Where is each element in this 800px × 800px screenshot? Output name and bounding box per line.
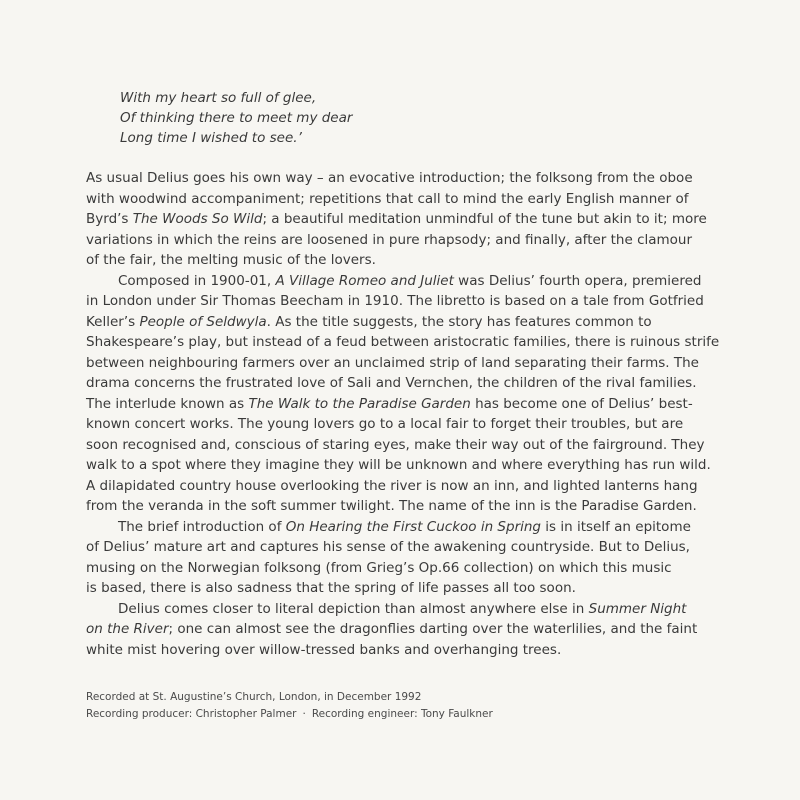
text-line <box>86 455 726 476</box>
text-run: Shakespeare’s play, but instead of a feud between aristocratic families, there is ruinous strife <box>86 334 720 350</box>
text-run: Byrd’s <box>86 211 133 227</box>
text-run: musing on the Norwegian folksong (from Grieg’s Op.66 collection) on which this music <box>86 559 672 576</box>
text-line <box>86 230 726 251</box>
text-line <box>86 312 726 333</box>
text-run: Delius comes closer to literal depiction than almost anywhere else in <box>118 600 589 617</box>
text-line <box>86 373 726 394</box>
text-run: . As the title suggests, the story has features common to <box>266 313 652 330</box>
text-line <box>86 414 726 435</box>
text-line <box>86 250 726 271</box>
text-line <box>86 435 726 456</box>
recording-producer: Recording producer: Christopher Palmer <box>86 708 297 720</box>
text-run: with woodwind accompaniment; repetitions that call to mind the early English manner of <box>86 190 689 207</box>
recording-credits <box>86 689 493 723</box>
paragraph <box>86 271 726 517</box>
text-line <box>86 394 726 415</box>
text-run: A dilapidated country house overlooking the river is now an inn, and lighted lanterns hang <box>86 477 698 494</box>
text-run: was Delius’ fourth opera, premiered <box>453 272 702 289</box>
credit-separator: · <box>302 708 306 720</box>
paragraph <box>86 599 726 661</box>
italic-title: on the River <box>86 621 169 637</box>
text-line <box>86 558 726 579</box>
italic-title: Summer Night <box>588 600 687 617</box>
recording-staff <box>86 706 493 723</box>
paragraph <box>86 517 726 599</box>
italic-title: People of Seldwyla <box>139 313 267 330</box>
text-run: walk to a spot where they imagine they will be unknown and where everything has run wild. <box>86 457 711 473</box>
text-line <box>86 209 726 230</box>
italic-title: The Walk to the Paradise Garden <box>248 395 471 412</box>
italic-title: A Village Romeo and Juliet <box>275 272 454 289</box>
text-run: of Delius’ mature art and captures his sense of the awakening countryside. But to Delius, <box>86 539 690 555</box>
text-run: is based, there is also sadness that the spring of life passes all too soon. <box>86 580 576 596</box>
text-run: known concert works. The young lovers go to a local fair to forget their troubles, but are <box>86 416 684 432</box>
text-run: is in itself an epitome <box>541 518 691 535</box>
text-run: ; a beautiful meditation unmindful of the tune but akin to it; more <box>262 211 707 227</box>
text-run: has become one of Delius’ best- <box>470 395 693 412</box>
text-run: white mist hovering over willow-tressed banks and overhanging trees. <box>86 641 562 658</box>
recording-engineer: Recording engineer: Tony Faulkner <box>311 708 493 720</box>
text-line <box>86 271 726 292</box>
body-text <box>86 168 726 660</box>
text-run: As usual Delius goes his own way – an evocative introduction; the folksong from the oboe <box>86 170 693 186</box>
text-line <box>86 168 726 189</box>
text-run: in London under Sir Thomas Beecham in 1910. The libretto is based on a tale from Gotfried <box>86 293 704 309</box>
text-line <box>86 599 726 620</box>
text-line <box>86 619 726 640</box>
text-line <box>86 537 726 558</box>
poem-line: Of thinking there to meet my dear <box>120 110 353 126</box>
text-run: soon recognised and, conscious of staring eyes, make their way out of the fairground. They <box>86 436 705 453</box>
text-line <box>86 291 726 312</box>
text-line <box>86 332 726 353</box>
italic-title: On Hearing the First Cuckoo in Spring <box>285 518 541 535</box>
text-run: of the fair, the melting music of the lovers. <box>86 252 376 268</box>
italic-title: The Woods So Wild <box>132 211 263 227</box>
text-line <box>86 640 726 661</box>
text-run: ; one can almost see the dragonflies darting over the waterlilies, and the faint <box>168 621 698 637</box>
text-run: Keller’s <box>86 313 140 330</box>
text-run: The brief introduction of <box>118 518 286 535</box>
text-run: between neighbouring farmers over an unclaimed strip of land separating their farms. The <box>86 354 699 371</box>
poem-line: With my heart so full of glee, <box>120 90 317 106</box>
text-run: from the veranda in the soft summer twilight. The name of the inn is the Paradise Garden. <box>86 498 697 514</box>
text-line <box>86 517 726 538</box>
poem-line: Long time I wished to see.’ <box>120 130 302 146</box>
text-run: variations in which the reins are loosened in pure rhapsody; and finally, after the clamour <box>86 231 693 248</box>
poem-verse <box>120 88 352 148</box>
text-line <box>86 496 726 517</box>
text-run: The interlude known as <box>86 395 249 412</box>
text-line <box>86 578 726 599</box>
text-run: Composed in 1900-01, <box>118 272 276 289</box>
text-run: drama concerns the frustrated love of Sali and Vernchen, the children of the rival families. <box>86 375 697 391</box>
text-line <box>86 353 726 374</box>
paragraph <box>86 168 726 271</box>
recording-location: Recorded at St. Augustine’s Church, London, in December 1992 <box>86 691 422 703</box>
text-line <box>86 189 726 210</box>
text-line <box>86 476 726 497</box>
